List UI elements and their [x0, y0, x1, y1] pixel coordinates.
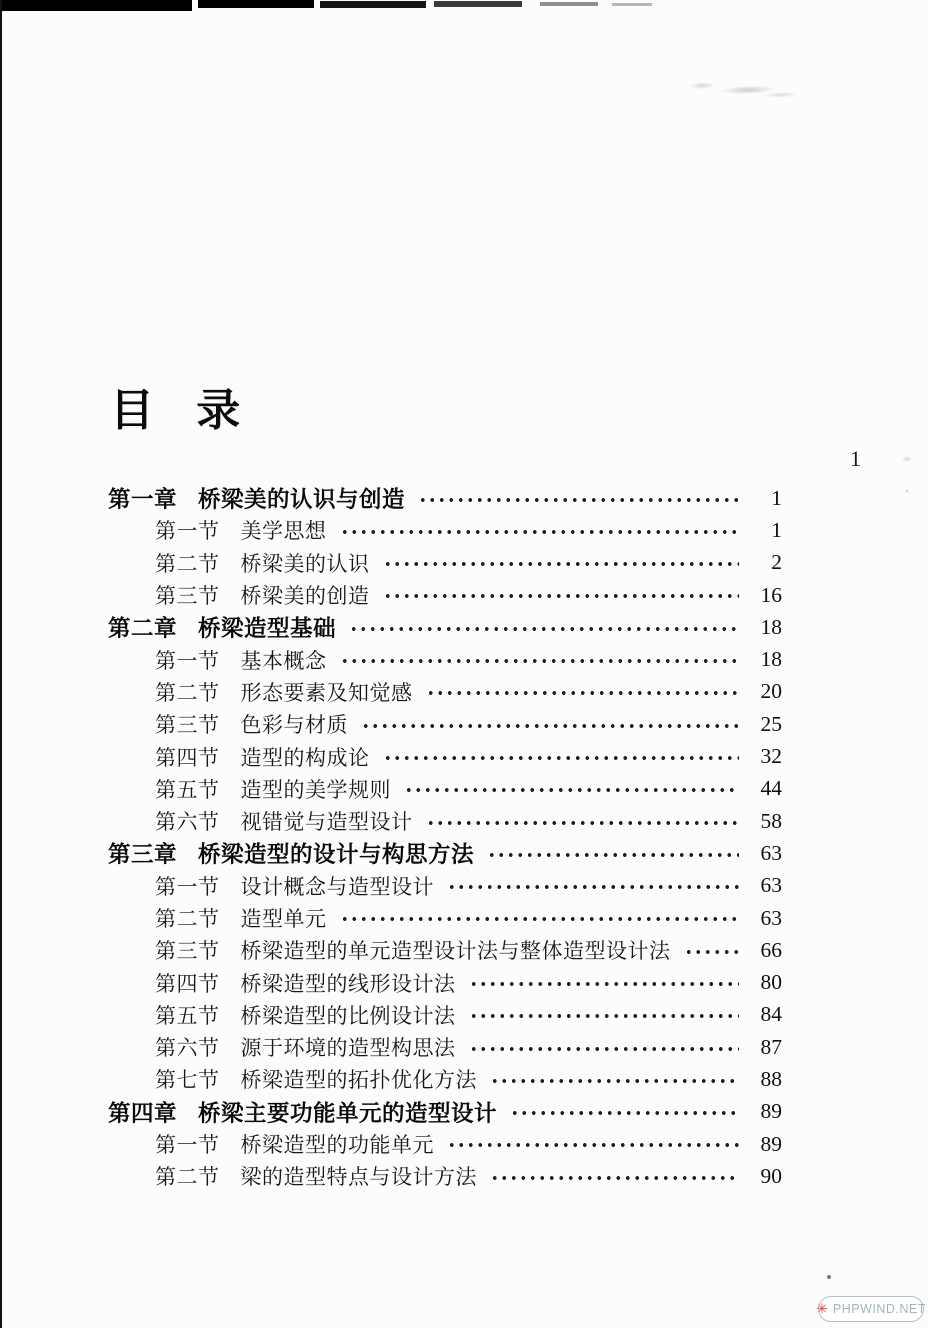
toc-entry — [108, 708, 782, 740]
dot-leader — [488, 1160, 739, 1192]
scan-artifact-top-bar — [198, 0, 314, 8]
toc-entry-title: 造型的构成论 — [240, 745, 370, 770]
toc-entry-label: 第一节 — [155, 1133, 220, 1158]
toc-entry-title: 桥梁造型基础 — [198, 616, 337, 642]
toc-entry-page-number: 88 — [760, 1066, 782, 1091]
toc-entry-label: 第一节 — [155, 648, 220, 673]
toc-entry-page-number: 32 — [760, 744, 782, 769]
toc-entry-page-number: 89 — [760, 1131, 782, 1156]
toc-entry-title: 桥梁造型的设计与构思方法 — [198, 842, 475, 868]
toc-entry-label: 第一章 — [108, 487, 178, 513]
toc-entry-title: 造型单元 — [240, 907, 327, 931]
dot-leader — [338, 514, 740, 546]
toc-entry-page-number: 63 — [760, 873, 782, 898]
toc-entry — [108, 676, 782, 708]
scan-noise-mark — [898, 452, 916, 466]
toc-entry — [108, 482, 782, 514]
dot-leader — [682, 934, 740, 966]
toc-entry — [108, 514, 782, 546]
dot-leader — [424, 676, 740, 708]
dot-leader — [416, 482, 739, 514]
toc-entry-label: 第六节 — [155, 1036, 220, 1061]
toc-entry-title: 梁的造型特点与设计方法 — [240, 1165, 477, 1190]
dot-leader — [381, 740, 740, 772]
dot-leader — [445, 870, 739, 902]
toc-entry-label: 第五节 — [155, 777, 220, 802]
toc-entry-title: 桥梁美的认识与创造 — [198, 487, 406, 513]
toc-entry — [108, 1096, 782, 1128]
dot-leader — [381, 547, 740, 579]
toc-entry-page-number: 87 — [760, 1034, 782, 1059]
toc-entry — [108, 870, 782, 902]
toc-entry-page-number: 58 — [760, 808, 782, 833]
toc-entry — [108, 1063, 782, 1095]
toc-entry-title: 桥梁主要功能单元的造型设计 — [198, 1100, 498, 1126]
toc-entry — [108, 773, 782, 805]
toc-entry-label: 第二节 — [155, 680, 220, 705]
toc-entry-title: 桥梁造型的拓扑优化方法 — [240, 1068, 477, 1093]
toc-entry-label: 第三节 — [155, 713, 220, 738]
toc-entry-title: 桥梁美的认识 — [240, 551, 370, 576]
toc-entry-page-number: 18 — [760, 647, 782, 672]
toc-entry-label: 第二节 — [155, 551, 220, 576]
toc-entry-page-number: 1 — [771, 517, 782, 542]
toc-entry-title: 源于环境的造型构思法 — [240, 1036, 456, 1061]
toc-entry-label: 第六节 — [155, 810, 220, 835]
toc-entry-page-number: 44 — [760, 776, 782, 801]
dot-leader — [338, 902, 740, 934]
scan-artifact-top-bar — [320, 1, 426, 8]
dot-leader — [467, 999, 740, 1031]
toc-entry-page-number: 1 — [771, 485, 782, 510]
toc-entry-page-number: 63 — [760, 905, 782, 930]
toc-entry — [108, 611, 782, 643]
toc-entry — [108, 934, 782, 966]
toc-entry-page-number: 84 — [760, 1002, 782, 1027]
toc-entry — [108, 643, 782, 675]
toc-entry-label: 第三章 — [108, 842, 178, 868]
toc-entry-label: 第四章 — [108, 1100, 178, 1126]
scan-artifact-top-bar — [612, 3, 652, 6]
scan-artifact-top-bar — [0, 0, 192, 11]
scan-artifact-left-edge — [0, 0, 2, 1328]
toc-entry-page-number: 66 — [760, 937, 782, 962]
toc-entry — [108, 902, 782, 934]
toc-entry-title: 形态要素及知觉感 — [240, 680, 413, 705]
toc-list — [108, 482, 782, 1193]
toc-entry — [108, 740, 782, 772]
toc-entry-page-number: 2 — [771, 550, 782, 575]
page-title: 目 录 — [110, 386, 243, 435]
watermark-badge — [818, 1296, 924, 1322]
dot-leader — [381, 579, 740, 611]
toc-entry-label: 第四节 — [155, 745, 220, 770]
toc-entry-title: 桥梁造型的比例设计法 — [240, 1003, 456, 1028]
watermark-label: PHPWIND.NET — [832, 1302, 926, 1316]
toc-entry — [108, 579, 782, 611]
corner-page-number: 1 — [850, 446, 861, 471]
toc-entry-title: 桥梁造型的功能单元 — [240, 1133, 434, 1158]
toc-entry-title: 桥梁美的创造 — [240, 584, 370, 609]
toc-entry — [108, 1128, 782, 1160]
toc-entry-label: 第三节 — [155, 584, 220, 609]
dot-leader — [467, 966, 740, 998]
toc-entry-label: 第二节 — [155, 1165, 220, 1190]
toc-entry-page-number: 20 — [760, 679, 782, 704]
dot-leader — [508, 1096, 739, 1128]
scan-artifact-top-bar — [540, 2, 598, 6]
toc-entry-page-number: 89 — [760, 1099, 782, 1124]
toc-entry-title: 美学思想 — [240, 519, 327, 544]
toc-entry-label: 第四节 — [155, 971, 220, 996]
scan-noise-mark — [902, 486, 912, 496]
toc-entry-page-number: 16 — [760, 582, 782, 607]
scan-noise-smudge — [687, 60, 808, 102]
toc-entry — [108, 547, 782, 579]
toc-entry — [108, 837, 782, 869]
toc-entry-title: 色彩与材质 — [240, 713, 348, 738]
dot-leader — [467, 1031, 740, 1063]
scan-artifact-top-bar — [434, 1, 522, 7]
toc-entry-title: 设计概念与造型设计 — [240, 874, 434, 899]
toc-entry-label: 第一节 — [155, 519, 220, 544]
toc-entry — [108, 966, 782, 998]
toc-entry-page-number: 90 — [760, 1163, 782, 1188]
dot-leader — [347, 611, 739, 643]
dot-leader — [402, 773, 739, 805]
toc-entry-page-number: 18 — [760, 614, 782, 639]
toc-entry — [108, 1031, 782, 1063]
toc-entry — [108, 1160, 782, 1192]
dot-leader — [359, 708, 739, 740]
scan-noise-dot — [827, 1275, 831, 1279]
toc-entry-page-number: 25 — [760, 711, 782, 736]
dot-leader — [445, 1128, 739, 1160]
toc-entry-title: 桥梁造型的单元造型设计法与整体造型设计法 — [240, 939, 671, 964]
dot-leader — [485, 837, 739, 869]
toc-entry-label: 第一节 — [155, 874, 220, 899]
toc-entry-label: 第二节 — [155, 907, 220, 931]
toc-entry-page-number: 63 — [760, 840, 782, 865]
toc-entry-label: 第五节 — [155, 1003, 220, 1028]
toc-entry-title: 造型的美学规则 — [240, 777, 391, 802]
toc-entry-label: 第三节 — [155, 939, 220, 964]
toc-entry-label: 第七节 — [155, 1068, 220, 1093]
toc-entry-label: 第二章 — [108, 616, 178, 642]
toc-entry — [108, 805, 782, 837]
dot-leader — [488, 1063, 739, 1095]
toc-entry-page-number: 80 — [760, 970, 782, 995]
toc-entry — [108, 999, 782, 1031]
toc-entry-title: 视错觉与造型设计 — [240, 810, 413, 835]
dot-leader — [338, 643, 740, 675]
toc-entry-title: 桥梁造型的线形设计法 — [240, 971, 456, 996]
toc-entry-title: 基本概念 — [240, 648, 327, 673]
dot-leader — [424, 805, 740, 837]
asterisk-star-icon: ✳ — [816, 1300, 828, 1317]
